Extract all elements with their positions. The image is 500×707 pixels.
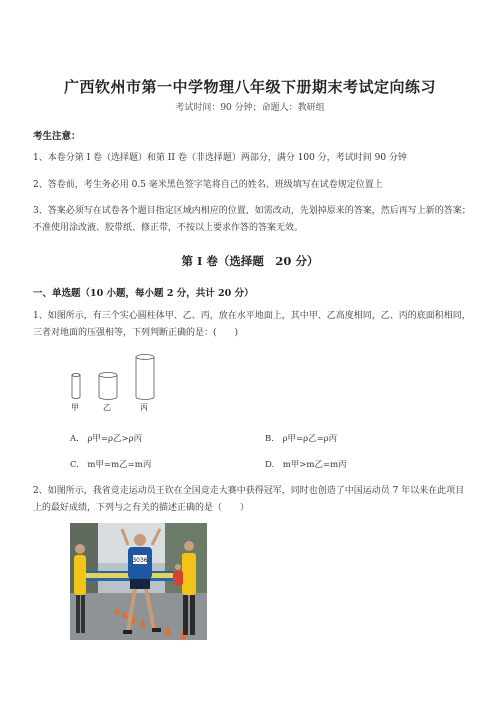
- exam-subtitle: 考试时间：90 分钟；命题人：教研组: [175, 103, 325, 113]
- q1-option-d[interactable]: D. m甲>m乙=m丙: [265, 460, 347, 470]
- race-walker-image: [70, 523, 207, 640]
- notice-heading: 考生注意：: [33, 131, 81, 142]
- q1-option-b[interactable]: B. ρ甲=ρ乙=ρ丙: [265, 434, 338, 444]
- question-2-stem: 2、如图所示，我省竞走运动员王钦在全国竞走大赛中获得冠军，同时也创造了中国运动员 7 年以来在此项目上的最好成绩，下列与之有关的描述正确的是（ ）: [33, 486, 465, 513]
- cylinder-label-bing: 丙: [140, 403, 148, 412]
- cylinder-label-jia: 甲: [71, 403, 79, 412]
- cylinder-label-yi: 乙: [103, 403, 111, 412]
- race-walker-photo: [70, 523, 207, 640]
- section-sub-heading: 一、单选题（10 小题，每小题 2 分，共计 20 分）: [33, 288, 254, 299]
- runner-bib-number: 3036: [132, 557, 148, 564]
- notice-item-1: 1、本卷分第 I 卷（选择题）和第 II 卷（非选择题）两部分，满分 100 分，考试时间 90 分钟: [33, 153, 407, 163]
- notice-item-3: 3、答案必须写在试卷各个题目指定区域内相应的位置，如需改动，先划掉原来的答案，然后再写上新的答案；不准使用涂改液、胶带纸、修正带，不按以上要求作答的答案无效。: [33, 206, 471, 233]
- q1-option-c[interactable]: C. m甲=m乙=m丙: [70, 460, 152, 470]
- notice-item-2: 2、答卷前，考生务必用 0.5 毫米黑色签字笔将自己的姓名、班级填写在试卷规定位置上: [33, 180, 383, 190]
- exam-title: 广西钦州市第一中学物理八年级下册期末考试定向练习: [63, 78, 436, 96]
- cylinders-figure: [62, 352, 172, 416]
- q1-option-a[interactable]: A. ρ甲=ρ乙>ρ丙: [70, 434, 143, 444]
- question-1-stem: 1、如图所示，有三个实心圆柱体甲、乙、丙，放在水平地面上，其中甲、乙高度相同，乙、丙的底面积相同，三者对地面的压强相等，下列判断正确的是：( ): [33, 311, 471, 338]
- section-title: 第 I 卷（选择题 20 分）: [181, 254, 319, 268]
